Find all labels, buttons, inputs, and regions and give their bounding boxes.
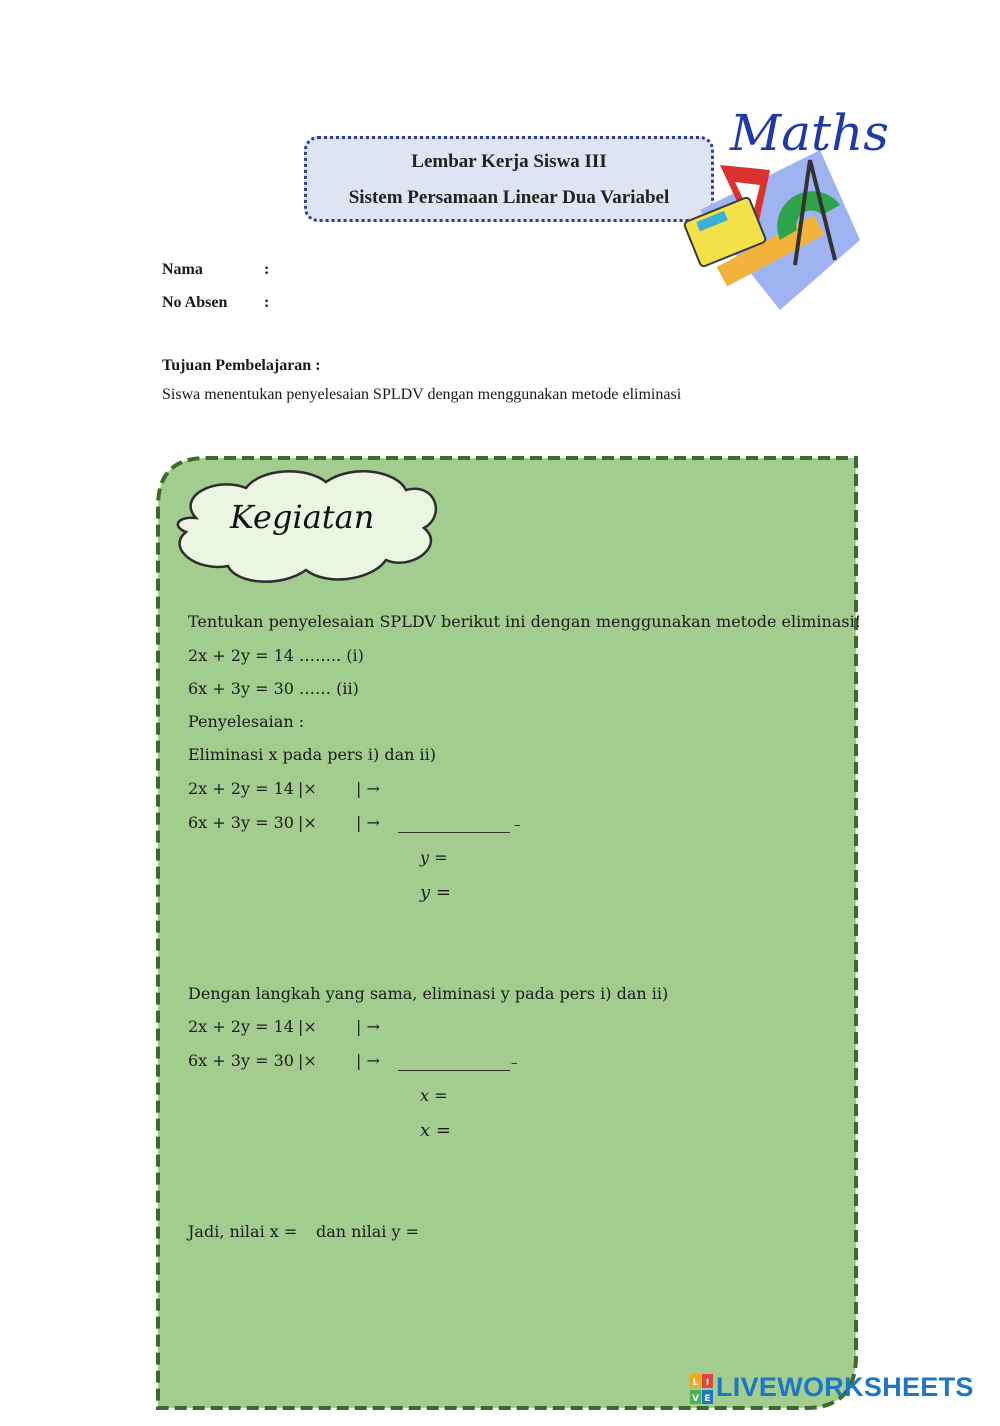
- kegiatan-title: Kegiatan: [230, 498, 375, 536]
- step2-eq2: 6x + 3y = 30: [188, 1051, 294, 1070]
- objective-heading: Tujuan Pembelajaran :: [162, 357, 321, 374]
- svg-text:V: V: [692, 1394, 699, 1404]
- step1-subtraction-line: [398, 832, 510, 833]
- step1-eq2-mult: |×: [298, 813, 317, 832]
- svg-text:L: L: [692, 1378, 699, 1388]
- worksheet-subtitle: Sistem Persamaan Linear Dua Variabel: [348, 187, 670, 208]
- equation-ii-ref: …… (ii): [293, 679, 359, 698]
- step2-x-result-2: x =: [420, 1120, 451, 1141]
- activity-panel: [156, 456, 858, 1426]
- step1-eq2-arrow: | →: [356, 813, 380, 832]
- liveworksheets-logo: [690, 1372, 990, 1406]
- step2-subtraction-line: [398, 1070, 510, 1071]
- step2-eq1: 2x + 2y = 14: [188, 1017, 294, 1036]
- absen-label: No Absen: [162, 294, 228, 311]
- step1-eq1-arrow: | →: [356, 779, 380, 798]
- equation-i: [188, 646, 364, 665]
- step2-minus-sign: –: [511, 1056, 518, 1071]
- step1-eq1-mult: |×: [298, 779, 317, 798]
- step1-y-result-2: y =: [420, 882, 451, 903]
- step1-y-result-1: y =: [420, 848, 448, 867]
- conclusion-y: dan nilai y =: [316, 1222, 419, 1241]
- svg-text:I: I: [705, 1378, 710, 1388]
- maths-logo-illustration: [660, 90, 889, 315]
- step2-eq1-mult: |×: [298, 1017, 317, 1036]
- equation-ii: [188, 679, 359, 698]
- step1-eq1: 2x + 2y = 14: [188, 779, 294, 798]
- step2-eq2-arrow: | →: [356, 1051, 380, 1070]
- equation-i-expression: 2x + 2y = 14: [188, 646, 294, 665]
- solution-label: Penyelesaian :: [188, 712, 305, 731]
- step1-eq2: 6x + 3y = 30: [188, 813, 294, 832]
- title-box: [304, 136, 714, 222]
- step2-eq1-arrow: | →: [356, 1017, 380, 1036]
- instruction-text: Tentukan penyelesaian SPLDV berikut ini dengan menggunakan metode eliminasi!: [188, 612, 862, 631]
- objective-text: Siswa menentukan penyelesaian SPLDV dengan menggunakan metode eliminasi: [162, 386, 682, 403]
- svg-text:E: E: [704, 1394, 711, 1404]
- name-label: Nama: [162, 261, 203, 278]
- equation-i-ref: …….. (i): [293, 646, 364, 665]
- step2-eq2-mult: |×: [298, 1051, 317, 1070]
- liveworksheets-wordmark: LIVEWORKSHEETS: [716, 1372, 974, 1402]
- equation-ii-expression: 6x + 3y = 30: [188, 679, 294, 698]
- name-colon: :: [264, 261, 270, 278]
- step1-minus-sign: –: [514, 818, 521, 833]
- conclusion-x: Jadi, nilai x =: [188, 1222, 298, 1241]
- step2-label: Dengan langkah yang sama, eliminasi y pada pers i) dan ii): [188, 984, 669, 1003]
- logo-maths-text: Maths: [730, 104, 889, 162]
- worksheet-title: Lembar Kerja Siswa III: [411, 151, 607, 172]
- absen-colon: :: [264, 294, 270, 311]
- step2-x-result-1: x =: [420, 1086, 448, 1105]
- panel-border: [158, 458, 856, 1408]
- liveworksheets-icon: [690, 1374, 714, 1408]
- step1-label: Eliminasi x pada pers i) dan ii): [188, 745, 436, 764]
